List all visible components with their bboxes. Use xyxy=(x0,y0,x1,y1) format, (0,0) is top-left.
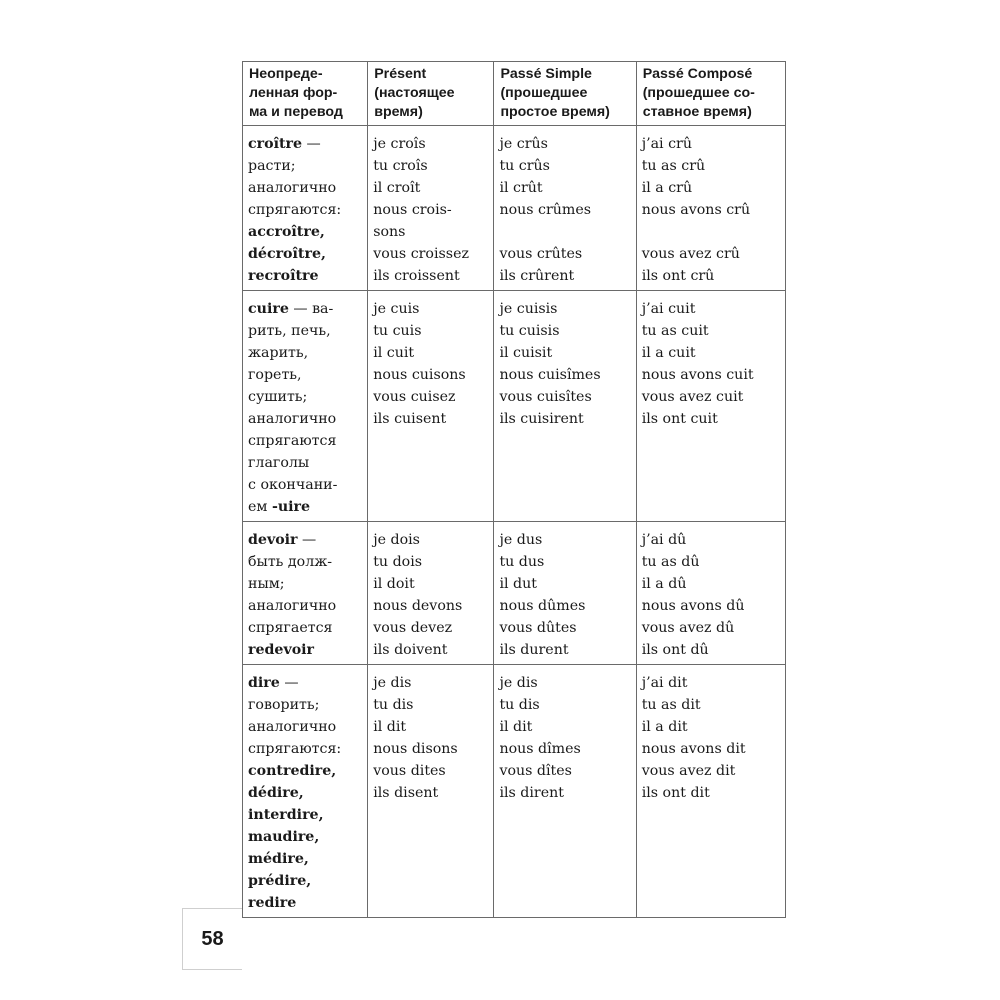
desc-text: с окончани- xyxy=(248,477,338,493)
desc-text: сушить; xyxy=(248,389,308,405)
desc-text: — xyxy=(302,136,321,152)
verb-form: tu dis xyxy=(499,697,540,713)
verb-form: il croît xyxy=(373,180,421,196)
desc-text: спрягаются: xyxy=(248,741,342,757)
desc-text: расти; xyxy=(248,158,296,174)
cell-present xyxy=(368,522,494,665)
verb-form: ils croissent xyxy=(373,268,460,284)
desc-line xyxy=(248,221,365,243)
verb-form: tu dus xyxy=(499,554,545,570)
verb-form: nous avons dit xyxy=(641,741,746,757)
verb-form: sons xyxy=(373,224,406,240)
verb-form: tu as cuit xyxy=(641,323,709,339)
verb-form: vous dûtes xyxy=(499,620,577,636)
verb-form: ils ont dû xyxy=(641,642,709,658)
desc-bold-term: interdire, xyxy=(248,807,324,823)
desc-line xyxy=(248,760,365,782)
verb-form: je cuisis xyxy=(499,301,558,317)
desc-line xyxy=(248,474,365,496)
verb-form: j’ai dû xyxy=(641,532,687,548)
desc-bold-term: redire xyxy=(248,895,297,911)
verb-form: nous avons dû xyxy=(641,598,745,614)
verb-form: vous avez cuit xyxy=(641,389,744,405)
table-row xyxy=(243,126,786,291)
verb-form: ils ont cuit xyxy=(641,411,718,427)
verb-form: tu cuis xyxy=(373,323,422,339)
verb-form: il a dû xyxy=(641,576,687,592)
desc-text: жарить, xyxy=(248,345,309,361)
desc-line xyxy=(248,199,365,221)
verb-form: il doit xyxy=(373,576,415,592)
verb-form: je dis xyxy=(373,675,412,691)
verb-form: nous crois- xyxy=(373,202,452,218)
desc-text: аналогично xyxy=(248,411,337,427)
desc-bold-term: médire, xyxy=(248,851,309,867)
verb-form: je croîs xyxy=(373,136,426,152)
verb-form: vous croissez xyxy=(373,246,469,262)
desc-line xyxy=(248,639,365,661)
verb-form: j’ai crû xyxy=(641,136,692,152)
cell-present xyxy=(368,291,494,522)
cell-passe-compose xyxy=(636,126,785,291)
desc-text: говорить; xyxy=(248,697,320,713)
desc-text: аналогично xyxy=(248,180,337,196)
desc-bold-term: prédire, xyxy=(248,873,312,889)
desc-text: — xyxy=(279,675,299,691)
verb-form: vous cuisez xyxy=(373,389,456,405)
desc-line xyxy=(248,804,365,826)
verb-form: ils ont crû xyxy=(641,268,715,284)
verb-form: je dois xyxy=(373,532,420,548)
table-row xyxy=(243,665,786,918)
desc-line xyxy=(248,529,365,551)
verb-form: nous cuisîmes xyxy=(499,367,601,383)
verb-form: il dut xyxy=(499,576,537,592)
verb-form: ils crûrent xyxy=(499,268,575,284)
desc-line xyxy=(248,892,365,914)
verb-form: il cuisit xyxy=(499,345,553,361)
desc-text: быть долж- xyxy=(248,554,333,570)
desc-bold-term: cuire xyxy=(248,301,289,317)
verb-form: tu croîs xyxy=(373,158,428,174)
verb-form: je crûs xyxy=(499,136,548,152)
verb-form: tu as crû xyxy=(641,158,706,174)
verb-form: vous avez dit xyxy=(641,763,736,779)
verb-form: il a cuit xyxy=(641,345,696,361)
desc-line xyxy=(248,617,365,639)
desc-line xyxy=(248,243,365,265)
desc-text: спрягаются xyxy=(248,433,337,449)
verb-form: il crût xyxy=(499,180,543,196)
verb-form: tu as dit xyxy=(641,697,701,713)
verb-form: vous dîtes xyxy=(499,763,572,779)
cell-passe-compose xyxy=(636,522,785,665)
desc-text: ем xyxy=(248,499,272,515)
verb-form: il dit xyxy=(499,719,533,735)
desc-line xyxy=(248,738,365,760)
desc-line xyxy=(248,870,365,892)
verb-form: vous crûtes xyxy=(499,246,583,262)
desc-text: рить, печь, xyxy=(248,323,331,339)
desc-line xyxy=(248,496,365,518)
verb-form: je cuis xyxy=(373,301,420,317)
cell-infinitive xyxy=(243,291,368,522)
desc-line xyxy=(248,386,365,408)
table-row xyxy=(243,291,786,522)
desc-text: спрягаются: xyxy=(248,202,342,218)
cell-passe-simple xyxy=(494,522,636,665)
header-present: Présent (настоящее время) xyxy=(368,62,494,126)
desc-bold-term: décroître, xyxy=(248,246,326,262)
cell-present xyxy=(368,126,494,291)
desc-line xyxy=(248,551,365,573)
cell-passe-simple xyxy=(494,126,636,291)
desc-text: — xyxy=(297,532,317,548)
desc-text: аналогично xyxy=(248,598,337,614)
verb-form: il cuit xyxy=(373,345,415,361)
verb-form: il a dit xyxy=(641,719,688,735)
verb-form: nous avons crû xyxy=(641,202,751,218)
desc-text: спрягается xyxy=(248,620,333,636)
verb-form: je dus xyxy=(499,532,543,548)
desc-bold-term: redevoir xyxy=(248,642,315,658)
desc-bold-term: maudire, xyxy=(248,829,320,845)
desc-line xyxy=(248,848,365,870)
verb-form: tu dis xyxy=(373,697,414,713)
desc-line xyxy=(248,177,365,199)
verb-form: ils doivent xyxy=(373,642,448,658)
header-infinitive: Неопреде- ленная фор- ма и перевод xyxy=(243,62,368,126)
desc-bold-term: -uire xyxy=(271,499,311,515)
desc-text: — ва- xyxy=(288,301,334,317)
desc-line xyxy=(248,826,365,848)
desc-line xyxy=(248,265,365,287)
verb-form: vous devez xyxy=(373,620,453,636)
verb-form: il a crû xyxy=(641,180,693,196)
verb-form: j’ai cuit xyxy=(641,301,696,317)
desc-line xyxy=(248,408,365,430)
desc-line xyxy=(248,782,365,804)
verb-form: nous devons xyxy=(373,598,463,614)
cell-passe-simple xyxy=(494,291,636,522)
desc-text: гореть, xyxy=(248,367,302,383)
verb-form: tu as dû xyxy=(641,554,700,570)
desc-bold-term: dédire, xyxy=(248,785,304,801)
desc-bold-term: dire xyxy=(248,675,280,691)
cell-passe-simple xyxy=(494,665,636,918)
desc-bold-term: croître xyxy=(248,136,303,152)
verb-form: vous cuisîtes xyxy=(499,389,592,405)
cell-infinitive xyxy=(243,126,368,291)
verb-form: nous cuisons xyxy=(373,367,466,383)
desc-line xyxy=(248,595,365,617)
verb-form: nous avons cuit xyxy=(641,367,754,383)
verb-form: ils ont dit xyxy=(641,785,710,801)
verb-form: ils dirent xyxy=(499,785,564,801)
verb-form: tu cuisis xyxy=(499,323,560,339)
verb-form: ils disent xyxy=(373,785,439,801)
desc-line xyxy=(248,716,365,738)
verb-form: nous dîmes xyxy=(499,741,581,757)
verb-form: j’ai dit xyxy=(641,675,688,691)
verb-form: vous avez crû xyxy=(641,246,740,262)
cell-infinitive xyxy=(243,522,368,665)
header-row xyxy=(243,62,786,126)
desc-line xyxy=(248,320,365,342)
blank-line xyxy=(642,221,783,243)
desc-line xyxy=(248,694,365,716)
verb-form: tu dois xyxy=(373,554,423,570)
desc-line xyxy=(248,672,365,694)
blank-line xyxy=(499,221,633,243)
table-row xyxy=(243,522,786,665)
cell-passe-compose xyxy=(636,291,785,522)
desc-text: аналогично xyxy=(248,719,337,735)
desc-bold-term: accroître, xyxy=(248,224,325,240)
conjugation-table xyxy=(242,61,786,918)
desc-line xyxy=(248,342,365,364)
cell-present xyxy=(368,665,494,918)
verb-form: vous dites xyxy=(373,763,446,779)
verb-form: ils cuisirent xyxy=(499,411,584,427)
header-passe-compose: Passé Composé (прошедшее со- ставное время) xyxy=(636,62,785,126)
desc-line xyxy=(248,573,365,595)
verb-form: ils durent xyxy=(499,642,569,658)
verb-form: il dit xyxy=(373,719,407,735)
verb-form: vous avez dû xyxy=(641,620,735,636)
desc-line xyxy=(248,298,365,320)
cell-passe-compose xyxy=(636,665,785,918)
desc-text: глаголы xyxy=(248,455,310,471)
desc-line xyxy=(248,430,365,452)
verb-form: nous dûmes xyxy=(499,598,586,614)
header-passe-simple: Passé Simple (прошедшее простое время) xyxy=(494,62,636,126)
desc-line xyxy=(248,133,365,155)
desc-line xyxy=(248,364,365,386)
desc-line xyxy=(248,452,365,474)
desc-bold-term: recroître xyxy=(248,268,319,284)
desc-bold-term: contredire, xyxy=(248,763,337,779)
verb-form: tu crûs xyxy=(499,158,550,174)
desc-text: ным; xyxy=(248,576,285,592)
verb-form: je dis xyxy=(499,675,538,691)
verb-form: nous crûmes xyxy=(499,202,592,218)
verb-form: ils cuisent xyxy=(373,411,447,427)
verb-form: nous disons xyxy=(373,741,458,757)
page-number: 58 xyxy=(182,908,242,970)
desc-bold-term: devoir xyxy=(248,532,298,548)
desc-line xyxy=(248,155,365,177)
cell-infinitive xyxy=(243,665,368,918)
